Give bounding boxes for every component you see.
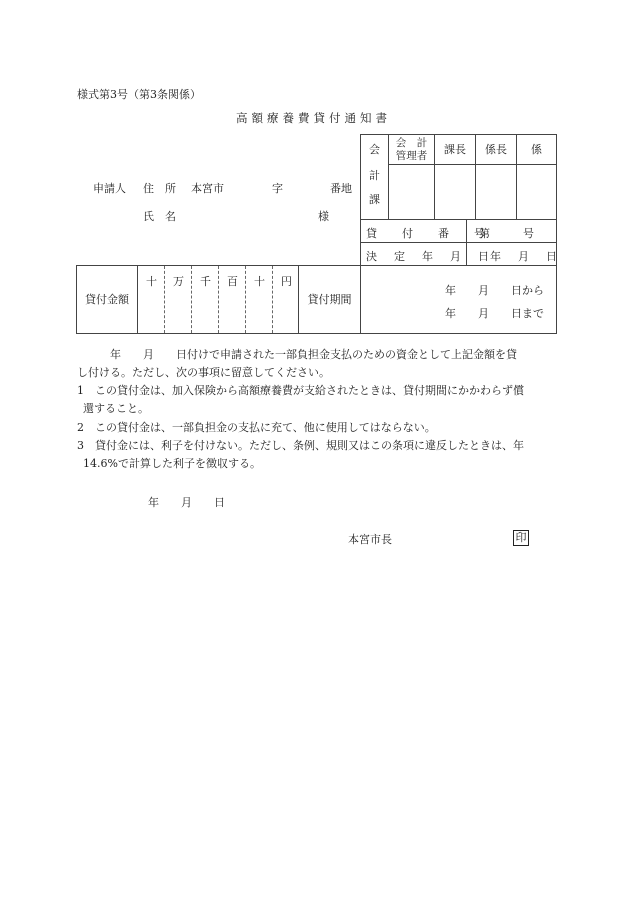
approval-right-border — [556, 134, 557, 334]
dept-label-top: 会 — [369, 143, 380, 157]
item2: 2 この貸付金は、一部負担金の支払に充て、他に使用してはならない。 — [77, 421, 436, 434]
para1-line1: 年 月 日付けで申請された一部負担金支払のための資金として上記金額を貸 — [77, 348, 517, 361]
dept-label-mid: 計 — [369, 169, 380, 183]
applicant-label: 申請人 — [93, 182, 126, 195]
amount-label: 貸付金額 — [85, 292, 129, 306]
digit-divider-4 — [245, 266, 246, 333]
digit-divider-5 — [272, 266, 273, 333]
digit-divider-2 — [191, 266, 192, 333]
digit-divider-1 — [164, 266, 165, 333]
issuer: 本宮市長 — [348, 533, 392, 546]
period-label: 貸付期間 — [307, 292, 352, 306]
issue-date: 年 月 日 — [148, 496, 225, 509]
approval-left-border — [360, 134, 361, 334]
approval-header-divider — [388, 164, 557, 165]
seal-mark: 印 — [513, 530, 529, 546]
city-name: 本宮市 — [191, 182, 224, 195]
unit-man: 万 — [173, 275, 184, 288]
unit-juu: 十 — [254, 275, 265, 288]
banchi-label: 番地 — [330, 182, 352, 195]
item1-line1: 1 この貸付金は、加入保険から高額療養費が支給されたときは、貸付期間にかかわらず償 — [77, 384, 524, 397]
item3-line1: 3 貸付金には、利子を付けない。ただし、条例、規則又はこの条項に違反したときは、年 — [77, 439, 524, 452]
item3-line2: 14.6%で計算した利子を徴収する。 — [83, 457, 261, 470]
dept-label-bottom: 課 — [369, 193, 380, 207]
approval-bottom-border — [360, 219, 557, 220]
form-id: 様式第3号（第3条関係） — [77, 88, 201, 101]
decision-date-value: 年 月 日 — [490, 250, 560, 263]
col-subsection-chief: 係長 — [485, 142, 507, 156]
loan-number-bottom — [360, 242, 557, 243]
decision-date-label: 決 定 年 月 日 — [366, 250, 492, 263]
address-label: 住 所 — [143, 182, 176, 195]
unit-en: 円 — [281, 275, 292, 288]
period-from: 年 月 日から — [445, 284, 544, 297]
para1-line2: し付ける。ただし、次の事項に留意してください。 — [77, 366, 330, 379]
digit-divider-3 — [218, 266, 219, 333]
period-to: 年 月 日まで — [445, 307, 544, 320]
loan-number-label: 貸 付 番 号 — [366, 227, 492, 240]
col-accounting-manager: 会 計 管理者 — [395, 136, 428, 162]
aza-label: 字 — [272, 182, 283, 195]
amount-bottom-border — [76, 333, 557, 334]
col-section-chief: 課長 — [444, 142, 466, 156]
unit-sen: 千 — [200, 275, 211, 288]
item1-line2: 還すること。 — [83, 402, 149, 415]
name-label: 氏 名 — [143, 210, 176, 223]
unit-ten-thousands-man: 十 — [146, 275, 157, 288]
col-staff: 係 — [531, 142, 542, 156]
sama-label: 様 — [318, 210, 329, 223]
amount-label-divider — [137, 265, 138, 334]
loan-number-value: 第 号 — [479, 227, 534, 240]
unit-hyaku: 百 — [227, 275, 238, 288]
document-title: 高額療養費貸付通知書 — [236, 111, 391, 125]
